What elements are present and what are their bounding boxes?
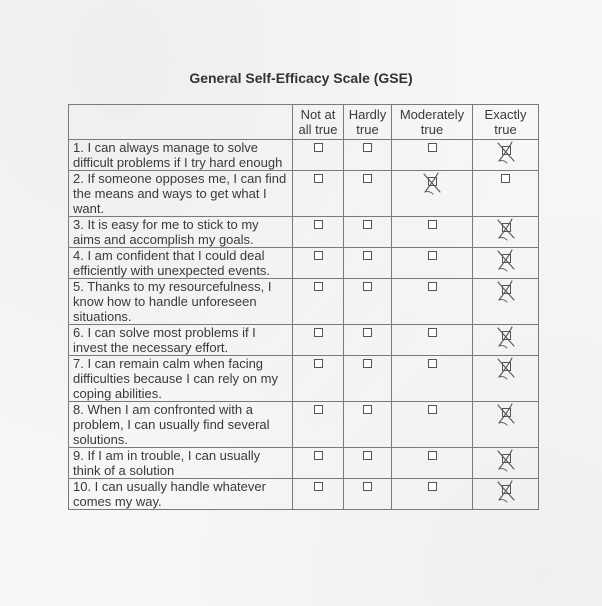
header-text: true [494,122,517,137]
response-cell-hardly-true [344,140,392,171]
response-cell-hardly-true [344,448,392,479]
header-text: Not at [300,107,336,122]
header-exactly-true [473,105,539,140]
item-text: 2. If someone opposes me, I can find the means and ways to get what I want. [69,171,293,217]
response-cell-hardly-true [344,171,392,217]
item-text: 9. If I am in trouble, I can usually think of a solution [69,448,293,479]
checkbox-box [502,331,511,340]
response-cell-moderately-true [392,217,473,248]
checked-checkbox[interactable] [493,140,519,164]
checked-checkbox[interactable] [493,402,519,426]
response-cell-exactly-true [473,356,539,402]
empty-checkbox[interactable] [428,220,437,229]
checkbox-box [502,454,511,463]
response-cell-exactly-true [473,325,539,356]
empty-checkbox[interactable] [428,282,437,291]
empty-checkbox[interactable] [363,220,372,229]
response-cell-not-at-all-true [293,248,344,279]
page-title: General Self-Efficacy Scale (GSE) [189,70,413,86]
empty-checkbox[interactable] [314,282,323,291]
response-cell-not-at-all-true [293,325,344,356]
empty-checkbox[interactable] [363,482,372,491]
checkbox-box [502,285,511,294]
header-text: true [420,122,444,137]
empty-checkbox[interactable] [363,405,372,414]
item-rows [69,140,539,510]
checked-checkbox[interactable] [493,479,519,503]
table-row [69,325,539,356]
table-row [69,448,539,479]
response-cell-exactly-true [473,402,539,448]
response-cell-moderately-true [392,448,473,479]
response-cell-hardly-true [344,217,392,248]
table-row [69,479,539,510]
header-hardly-true [344,105,392,140]
response-cell-exactly-true [473,248,539,279]
empty-checkbox[interactable] [314,220,323,229]
item-text: 6. I can solve most problems if I invest the necessary effort. [69,325,293,356]
response-cell-moderately-true [392,479,473,510]
header-text: all true [298,122,338,137]
checkbox-box [502,146,511,155]
response-cell-hardly-true [344,356,392,402]
checkbox-box [428,177,437,186]
empty-checkbox[interactable] [501,174,510,183]
response-cell-hardly-true [344,248,392,279]
empty-checkbox[interactable] [428,143,437,152]
response-cell-not-at-all-true [293,140,344,171]
empty-checkbox[interactable] [314,451,323,460]
empty-checkbox[interactable] [314,359,323,368]
empty-checkbox[interactable] [428,251,437,260]
empty-checkbox[interactable] [428,359,437,368]
checked-checkbox[interactable] [493,356,519,380]
empty-checkbox[interactable] [314,328,323,337]
checked-checkbox[interactable] [493,325,519,349]
empty-checkbox[interactable] [363,451,372,460]
empty-checkbox[interactable] [314,143,323,152]
response-cell-moderately-true [392,356,473,402]
item-text: 10. I can usually handle whatever comes my way. [69,479,293,510]
response-cell-not-at-all-true [293,356,344,402]
header-row [69,105,539,140]
checked-checkbox[interactable] [419,171,445,195]
response-cell-not-at-all-true [293,479,344,510]
header-item [69,105,293,140]
response-cell-moderately-true [392,248,473,279]
checked-checkbox[interactable] [493,248,519,272]
header-moderately-true [392,105,473,140]
empty-checkbox[interactable] [363,359,372,368]
response-cell-exactly-true [473,217,539,248]
checkbox-box [502,254,511,263]
header-text: Exactly [484,107,527,122]
item-text: 7. I can remain calm when facing difficulties because I can rely on my coping abilities. [69,356,293,402]
response-cell-not-at-all-true [293,448,344,479]
response-cell-exactly-true [473,140,539,171]
checkbox-box [502,362,511,371]
table-row [69,171,539,217]
empty-checkbox[interactable] [363,282,372,291]
item-text: 1. I can always manage to solve difficult problems if I try hard enough [69,140,293,171]
empty-checkbox[interactable] [314,482,323,491]
response-cell-exactly-true [473,479,539,510]
response-cell-moderately-true [392,279,473,325]
empty-checkbox[interactable] [428,451,437,460]
item-text: 8. When I am confronted with a problem, I can usually find several solutions. [69,402,293,448]
empty-checkbox[interactable] [363,174,372,183]
header-text: true [356,122,379,137]
response-cell-not-at-all-true [293,171,344,217]
empty-checkbox[interactable] [314,174,323,183]
empty-checkbox[interactable] [363,251,372,260]
empty-checkbox[interactable] [363,328,372,337]
checkbox-box [502,223,511,232]
table-row [69,140,539,171]
header-not-at-all-true [293,105,344,140]
item-text: 4. I am confident that I could deal efficiently with unexpected events. [69,248,293,279]
checked-checkbox[interactable] [493,217,519,241]
empty-checkbox[interactable] [363,143,372,152]
response-cell-exactly-true [473,448,539,479]
response-cell-hardly-true [344,279,392,325]
table-row [69,279,539,325]
response-cell-exactly-true [473,171,539,217]
response-cell-moderately-true [392,140,473,171]
empty-checkbox[interactable] [428,328,437,337]
table-row [69,402,539,448]
gse-table [68,104,539,510]
empty-checkbox[interactable] [428,482,437,491]
response-cell-hardly-true [344,325,392,356]
response-cell-moderately-true [392,171,473,217]
empty-checkbox[interactable] [314,405,323,414]
checked-checkbox[interactable] [493,448,519,472]
item-text: 5. Thanks to my resourcefulness, I know how to handle unforeseen situations. [69,279,293,325]
item-text: 3. It is easy for me to stick to my aims and accomplish my goals. [69,217,293,248]
empty-checkbox[interactable] [428,405,437,414]
empty-checkbox[interactable] [314,251,323,260]
response-cell-not-at-all-true [293,217,344,248]
table-row [69,217,539,248]
response-cell-exactly-true [473,279,539,325]
table-row [69,356,539,402]
checkbox-box [502,485,511,494]
response-cell-hardly-true [344,479,392,510]
checkbox-box [502,408,511,417]
response-cell-not-at-all-true [293,279,344,325]
header-text: Moderately [399,107,465,122]
checked-checkbox[interactable] [493,279,519,303]
response-cell-hardly-true [344,402,392,448]
header-text: Hardly [348,107,387,122]
table-row [69,248,539,279]
response-cell-moderately-true [392,325,473,356]
response-cell-moderately-true [392,402,473,448]
response-cell-not-at-all-true [293,402,344,448]
